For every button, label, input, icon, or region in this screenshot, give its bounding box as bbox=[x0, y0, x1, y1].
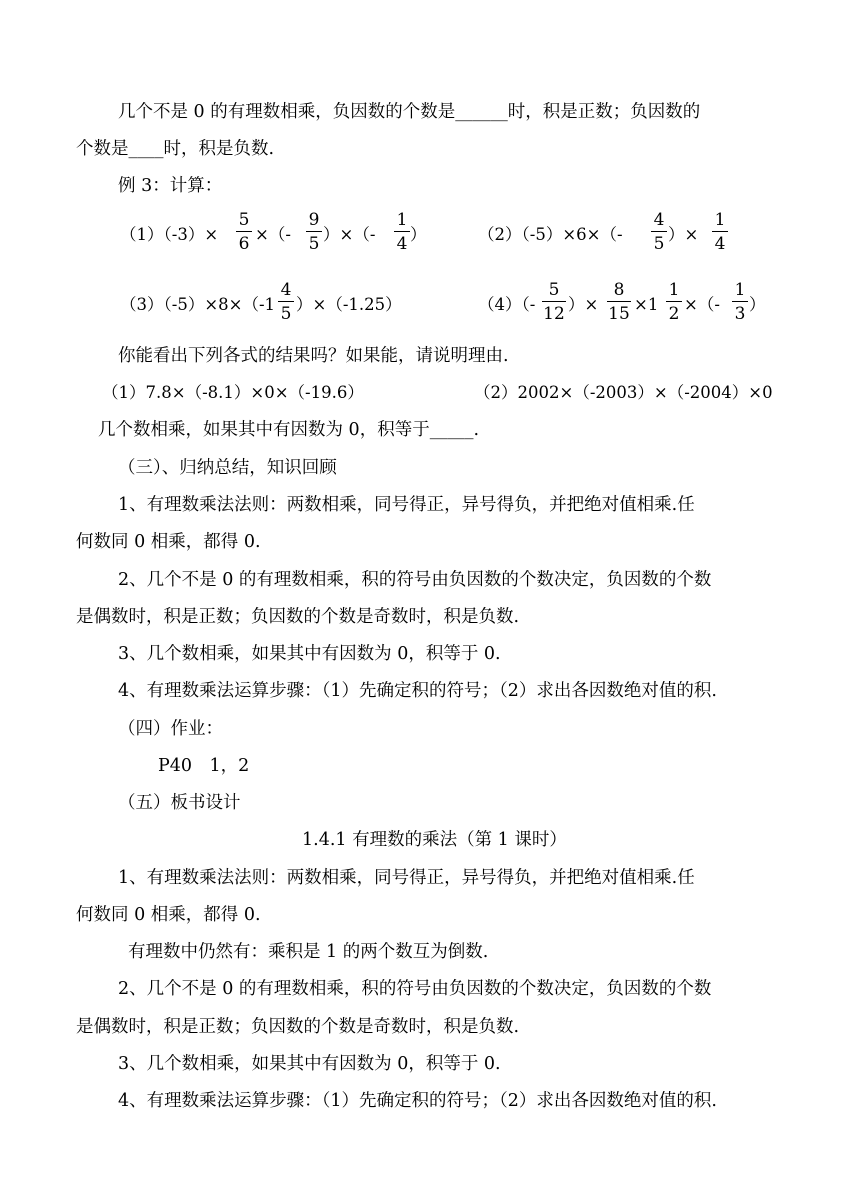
question-item-1: （1）7.8×（-8.1）×0×（-19.6） bbox=[102, 383, 364, 402]
fraction: $\frac{1}{4}$ bbox=[712, 210, 728, 255]
section-board-design-heading: （五）板书设计 bbox=[118, 793, 241, 813]
fraction: $\frac{1}{3}$ bbox=[732, 280, 748, 325]
summary-rule-3: 3、几个数相乘，如果其中有因数为 0，积等于 0. bbox=[118, 644, 501, 664]
board-title: 1.4.1 有理数的乘法（第 1 课时） bbox=[302, 830, 567, 850]
board-rule-2-cont: 是偶数时，积是正数；负因数的个数是奇数时，积是负数. bbox=[76, 1017, 520, 1037]
fraction: $\frac{8}{15}$ bbox=[608, 280, 630, 324]
section-summary-heading: （三）、归纳总结，知识回顾 bbox=[118, 458, 337, 478]
example-3-heading: 例 3：计算： bbox=[118, 176, 223, 196]
section-homework-heading: （四）作业： bbox=[118, 719, 223, 739]
fraction: $\frac{5}{6}$ bbox=[236, 210, 252, 255]
fraction: $\frac{1}{4}$ bbox=[394, 210, 410, 255]
fraction: $\frac{1}{2}$ bbox=[666, 280, 682, 325]
paragraph-negative-factors: 几个不是 0 的有理数相乘，负因数的个数是______时，积是正数；负因数的 bbox=[118, 102, 701, 122]
summary-rule-2-cont: 是偶数时，积是正数；负因数的个数是奇数时，积是负数. bbox=[76, 607, 520, 627]
fraction: $\frac{9}{5}$ bbox=[306, 210, 322, 255]
board-reciprocal-note: 有理数中仍然有：乘积是 1 的两个数互为倒数. bbox=[128, 942, 489, 962]
board-rule-2: 2、几个不是 0 的有理数相乘，积的符号由负因数的个数决定，负因数的个数 bbox=[118, 979, 712, 999]
paragraph-negative-factors-cont: 个数是____时，积是负数. bbox=[76, 139, 275, 159]
board-rule-1-cont: 何数同 0 相乘，都得 0. bbox=[76, 905, 261, 925]
summary-rule-1: 1、有理数乘法法则：两数相乘，同号得正，异号得负，并把绝对值相乘.任 bbox=[118, 495, 695, 515]
homework-pages: P40 1，2 bbox=[158, 756, 250, 776]
zero-factor-rule: 几个数相乘，如果其中有因数为 0，积等于_____. bbox=[98, 420, 480, 440]
question-item-2: （2）2002×（-2003）×（-2004）×0 bbox=[474, 383, 773, 402]
summary-rule-4: 4、有理数乘法运算步骤：（1）先确定积的符号；（2）求出各因数绝对值的积. bbox=[118, 681, 717, 701]
summary-rule-1-cont: 何数同 0 相乘，都得 0. bbox=[76, 532, 261, 552]
fraction: $\frac{4}{5}$ bbox=[278, 280, 294, 325]
fraction: $\frac{5}{12}$ bbox=[543, 280, 565, 324]
board-rule-1: 1、有理数乘法法则：两数相乘，同号得正，异号得负，并把绝对值相乘.任 bbox=[118, 868, 695, 888]
board-rule-4: 4、有理数乘法运算步骤：（1）先确定积的符号；（2）求出各因数绝对值的积. bbox=[118, 1091, 717, 1111]
question-prompt: 你能看出下列各式的结果吗？如果能，请说明理由. bbox=[118, 346, 509, 366]
fraction: $\frac{4}{5}$ bbox=[651, 210, 667, 255]
board-rule-3: 3、几个数相乘，如果其中有因数为 0，积等于 0. bbox=[118, 1054, 501, 1074]
summary-rule-2: 2、几个不是 0 的有理数相乘，积的符号由负因数的个数决定，负因数的个数 bbox=[118, 570, 712, 590]
